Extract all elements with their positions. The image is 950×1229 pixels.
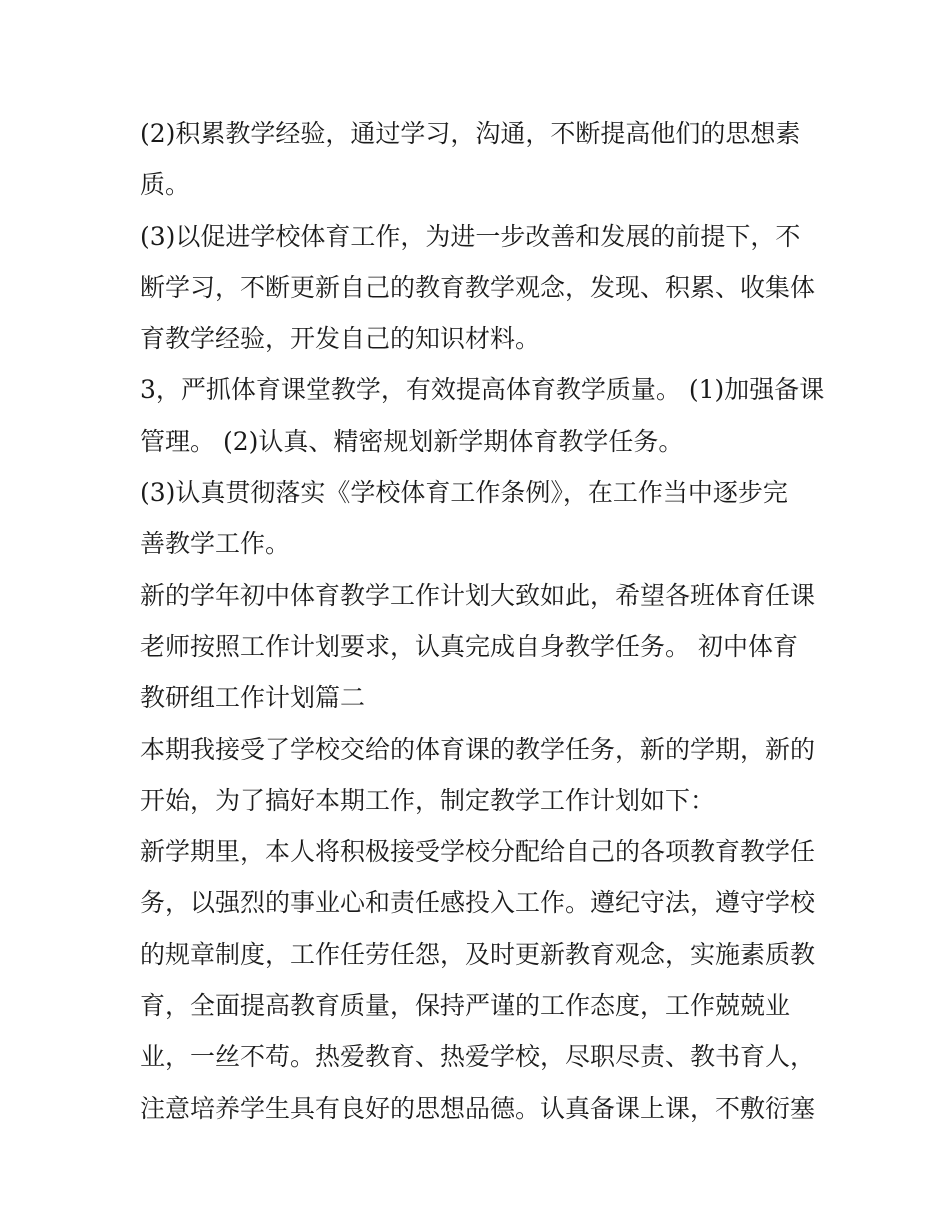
text-line: 新的学年初中体育教学工作计划大致如此，希望各班体育任课	[140, 580, 816, 610]
text-line: (3)以促进学校体育工作，为进一步改善和发展的前提下，不	[140, 221, 801, 251]
text-line: 本期我接受了学校交给的体育课的教学任务，新的学期，新的	[140, 734, 816, 764]
text-line: 断学习，不断更新自己的教育教学观念，发现、积累、收集体	[140, 272, 816, 302]
text-line: 质。	[140, 170, 191, 200]
text-line: 善教学工作。	[140, 529, 291, 559]
text-line: 新学期里，本人将积极接受学校分配给自己的各项教育教学任	[140, 837, 816, 867]
text-line: 老师按照工作计划要求，认真完成自身教学任务。 初中体育	[140, 631, 798, 661]
text-line: 的规章制度，工作任劳任怨，及时更新教育观念，实施素质教	[140, 939, 816, 969]
text-line: 务，以强烈的事业心和责任感投入工作。遵纪守法，遵守学校	[140, 888, 816, 918]
text-line: 教研组工作计划篇二	[140, 683, 366, 713]
document-body	[140, 108, 825, 1134]
text-line: 管理。 (2)认真、精密规划新学期体育教学任务。	[140, 426, 684, 456]
text-line: 业，一丝不苟。热爱教育、热爱学校，尽职尽责、教书育人，	[140, 1042, 816, 1072]
text-line: 育教学经验，开发自己的知识材料。	[140, 324, 541, 354]
text-line: 开始，为了搞好本期工作，制定教学工作计划如下：	[140, 785, 716, 815]
text-line: (2)积累教学经验，通过学习，沟通，不断提高他们的思想素	[140, 119, 801, 148]
text-line: (3)认真贯彻落实《学校体育工作条例》，在工作当中逐步完	[140, 478, 788, 508]
text-line: 注意培养学生具有良好的思想品德。认真备课上课，不敷衍塞	[140, 1093, 816, 1123]
text-line: 3，严抓体育课堂教学，有效提高体育教学质量。 (1)加强备课	[140, 375, 825, 405]
text-line: 育，全面提高教育质量，保持严谨的工作态度，工作兢兢业	[140, 991, 791, 1021]
